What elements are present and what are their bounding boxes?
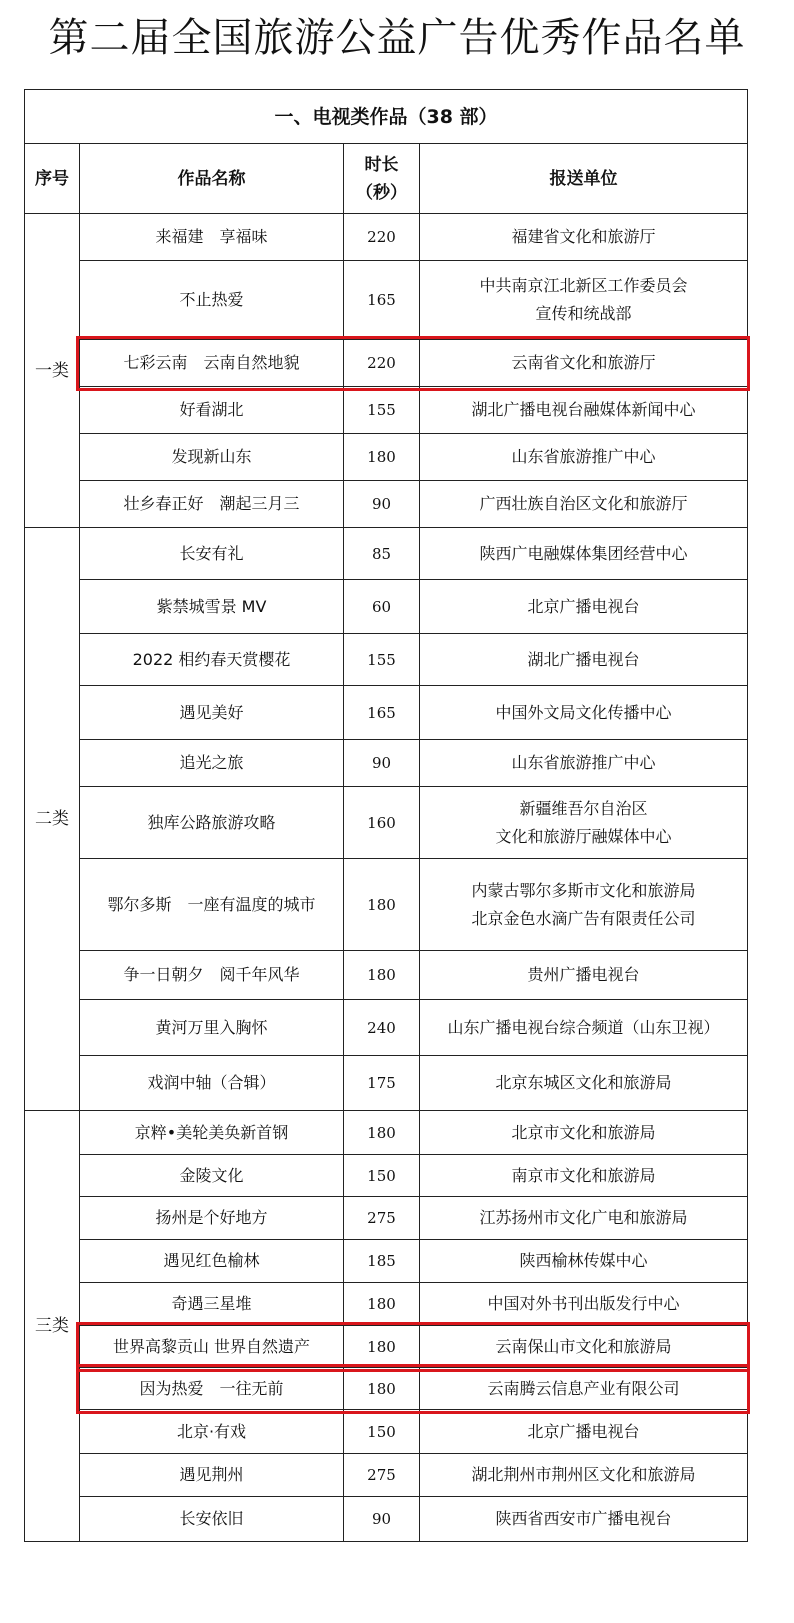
submitting-unit-line: 新疆维吾尔自治区 [519, 798, 648, 818]
submitting-unit-line: 中国对外书刊出版发行中心 [487, 1294, 680, 1313]
work-name: 扬州是个好地方 [80, 1197, 344, 1240]
submitting-unit-line: 北京市文化和旅游局 [511, 1122, 656, 1142]
table-row [25, 1454, 748, 1497]
category-cell: 二类 [25, 528, 80, 1111]
work-name: 因为热爱 一往无前 [80, 1368, 344, 1410]
submitting-unit [420, 214, 748, 261]
duration: 180 [344, 1326, 420, 1368]
work-name: 2022 相约春天赏樱花 [80, 634, 344, 686]
submitting-unit [420, 580, 748, 634]
submitting-unit-line: 山东广播电视台综合频道（山东卫视） [447, 1017, 720, 1037]
work-name: 遇见红色榆林 [80, 1240, 344, 1283]
duration: 150 [344, 1155, 420, 1197]
submitting-unit [420, 1155, 748, 1197]
submitting-unit-line: 宣传和统战部 [535, 304, 632, 323]
table-row [25, 1283, 748, 1326]
section-title: 一、电视类作品（38 部） [25, 90, 748, 144]
work-name: 京粹•美轮美奂新首钢 [80, 1111, 344, 1155]
submitting-unit-line: 内蒙古鄂尔多斯市文化和旅游局 [471, 880, 696, 900]
duration: 150 [344, 1410, 420, 1454]
table-row [25, 1240, 748, 1283]
page-title: 第二届全国旅游公益广告优秀作品名单 [48, 15, 746, 61]
table-row [25, 1155, 748, 1197]
duration: 180 [344, 1368, 420, 1410]
duration: 220 [344, 214, 420, 261]
table-row [25, 1000, 748, 1056]
table-row [25, 1197, 748, 1240]
work-name: 遇见美好 [80, 686, 344, 740]
submitting-unit-line: 中国外文局文化传播中心 [495, 702, 672, 722]
submitting-unit-line: 陕西省西安市广播电视台 [495, 1509, 672, 1528]
submitting-unit-line: 云南腾云信息产业有限公司 [487, 1378, 680, 1398]
table-row [25, 859, 748, 951]
submitting-unit [420, 1283, 748, 1326]
submitting-unit-line: 湖北广播电视台 [527, 649, 640, 669]
submitting-unit-line: 北京金色水滴广告有限责任公司 [471, 908, 696, 928]
submitting-unit [420, 740, 748, 787]
submitting-unit [420, 686, 748, 740]
submitting-unit [420, 387, 748, 434]
submitting-unit-line: 南京市文化和旅游局 [511, 1165, 656, 1185]
work-name: 北京·有戏 [80, 1410, 344, 1454]
submitting-unit-line: 湖北荆州市荆州区文化和旅游局 [471, 1465, 696, 1484]
work-name: 遇见荆州 [80, 1454, 344, 1497]
work-name: 世界高黎贡山 世界自然遗产 [80, 1326, 344, 1368]
table-row [25, 634, 748, 686]
submitting-unit-line: 中共南京江北新区工作委员会 [479, 276, 688, 295]
table-row [25, 1410, 748, 1454]
work-name: 好看湖北 [80, 387, 344, 434]
table-row [25, 686, 748, 740]
duration: 275 [344, 1454, 420, 1497]
submitting-unit-line: 云南保山市文化和旅游局 [495, 1336, 672, 1356]
work-name: 长安有礼 [80, 528, 344, 580]
submitting-unit-line: 北京东城区文化和旅游局 [495, 1073, 672, 1092]
table-row [25, 434, 748, 481]
header-index: 序号 [25, 144, 80, 214]
table-row [25, 1497, 748, 1542]
submitting-unit [420, 261, 748, 340]
work-name: 鄂尔多斯 一座有温度的城市 [80, 859, 344, 951]
submitting-unit [420, 528, 748, 580]
submitting-unit-line: 文化和旅游厅融媒体中心 [495, 826, 672, 846]
duration: 90 [344, 481, 420, 528]
table-row [25, 951, 748, 1000]
duration: 275 [344, 1197, 420, 1240]
work-name: 七彩云南 云南自然地貌 [80, 340, 344, 387]
duration: 180 [344, 434, 420, 481]
header-duration-line1: 时长 [364, 154, 399, 175]
table-row [25, 580, 748, 634]
work-name: 金陵文化 [80, 1155, 344, 1197]
table-row [25, 481, 748, 528]
work-name: 追光之旅 [80, 740, 344, 787]
submitting-unit [420, 1410, 748, 1454]
submitting-unit [420, 787, 748, 859]
header-duration [344, 144, 420, 214]
submitting-unit-line: 陕西榆林传媒中心 [519, 1251, 648, 1270]
duration: 155 [344, 634, 420, 686]
submitting-unit-line: 北京广播电视台 [527, 596, 640, 616]
work-name: 戏润中轴（合辑） [80, 1056, 344, 1111]
highlight-box [76, 336, 750, 391]
highlight-box [76, 1364, 750, 1414]
duration: 175 [344, 1056, 420, 1111]
submitting-unit [420, 1111, 748, 1155]
submitting-unit [420, 1240, 748, 1283]
submitting-unit [420, 1454, 748, 1497]
duration: 165 [344, 261, 420, 340]
submitting-unit [420, 1056, 748, 1111]
submitting-unit-line: 贵州广播电视台 [527, 965, 640, 984]
submitting-unit [420, 481, 748, 528]
submitting-unit-line: 广西壮族自治区文化和旅游厅 [479, 494, 688, 513]
work-name: 独库公路旅游攻略 [80, 787, 344, 859]
submitting-unit [420, 1197, 748, 1240]
table-row [25, 214, 748, 261]
submitting-unit-line: 云南省文化和旅游厅 [511, 353, 656, 372]
submitting-unit-line: 江苏扬州市文化广电和旅游局 [479, 1208, 688, 1227]
submitting-unit [420, 859, 748, 951]
work-name: 紫禁城雪景 MV [80, 580, 344, 634]
duration: 180 [344, 859, 420, 951]
duration: 155 [344, 387, 420, 434]
duration: 185 [344, 1240, 420, 1283]
work-name: 壮乡春正好 潮起三月三 [80, 481, 344, 528]
work-name: 争一日朝夕 阅千年风华 [80, 951, 344, 1000]
duration: 85 [344, 528, 420, 580]
header-unit: 报送单位 [420, 144, 748, 214]
submitting-unit-line: 山东省旅游推广中心 [511, 753, 656, 772]
submitting-unit [420, 434, 748, 481]
duration: 165 [344, 686, 420, 740]
submitting-unit [420, 951, 748, 1000]
duration: 240 [344, 1000, 420, 1056]
duration: 90 [344, 1497, 420, 1542]
table-row [25, 528, 748, 580]
work-name: 不止热爱 [80, 261, 344, 340]
duration: 90 [344, 740, 420, 787]
duration: 180 [344, 951, 420, 1000]
submitting-unit [420, 1497, 748, 1542]
work-name: 长安依旧 [80, 1497, 344, 1542]
submitting-unit-line: 山东省旅游推广中心 [511, 447, 656, 466]
submitting-unit [420, 1000, 748, 1056]
work-name: 来福建 享福味 [80, 214, 344, 261]
work-name: 发现新山东 [80, 434, 344, 481]
submitting-unit-line: 湖北广播电视台融媒体新闻中心 [471, 400, 696, 419]
submitting-unit-line: 陕西广电融媒体集团经营中心 [479, 543, 688, 563]
duration: 220 [344, 340, 420, 387]
header-name: 作品名称 [80, 144, 344, 214]
table-row [25, 387, 748, 434]
category-cell: 一类 [25, 214, 80, 528]
duration: 180 [344, 1283, 420, 1326]
category-cell: 三类 [25, 1111, 80, 1542]
duration: 180 [344, 1111, 420, 1155]
duration: 160 [344, 787, 420, 859]
table-row [25, 261, 748, 340]
submitting-unit-line: 北京广播电视台 [527, 1421, 640, 1441]
duration: 60 [344, 580, 420, 634]
submitting-unit [420, 634, 748, 686]
work-name: 奇遇三星堆 [80, 1283, 344, 1326]
table-row [25, 787, 748, 859]
table-row [25, 740, 748, 787]
table-row [25, 1056, 748, 1111]
table-row [25, 1111, 748, 1155]
work-name: 黄河万里入胸怀 [80, 1000, 344, 1056]
header-duration-line2: （秒） [356, 182, 407, 203]
submitting-unit-line: 福建省文化和旅游厅 [511, 227, 656, 246]
